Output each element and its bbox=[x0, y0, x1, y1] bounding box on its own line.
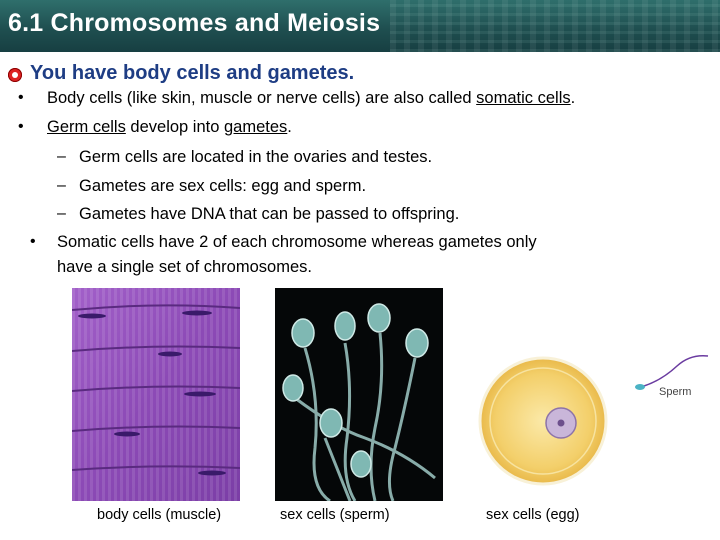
sperm-caption: sex cells (sperm) bbox=[280, 507, 390, 523]
egg-cell-image bbox=[478, 355, 608, 487]
muscle-caption: body cells (muscle) bbox=[97, 507, 222, 523]
sperm-label: Sperm bbox=[659, 386, 692, 398]
egg-caption: sex cells (egg) bbox=[486, 507, 580, 523]
bullet-somatic-chromosomes-line2: have a single set of chromosomes. bbox=[57, 258, 312, 276]
bullet-punct: . bbox=[570, 89, 576, 107]
term-somatic-cells: somatic cells bbox=[476, 89, 571, 107]
bullet-somatic-chromosomes-line1: Somatic cells have 2 of each chromosome whereas gametes only bbox=[57, 233, 537, 251]
bullet-circle-icon bbox=[8, 68, 22, 82]
bullet-germ bbox=[47, 118, 292, 137]
bullet-dot: • bbox=[18, 118, 24, 135]
dash-item-3: Gametes have DNA that can be passed to offspring. bbox=[79, 205, 460, 223]
dash-item-2: Gametes are sex cells: egg and sperm. bbox=[79, 177, 367, 195]
term-gametes: gametes bbox=[224, 118, 288, 136]
dash-mark: – bbox=[57, 177, 66, 194]
bullet-dot: • bbox=[18, 89, 24, 106]
bullet-somatic bbox=[47, 89, 575, 108]
bullet-punct: . bbox=[287, 118, 292, 136]
term-germ-cells: Germ cells bbox=[47, 118, 126, 136]
slide-title: 6.1 Chromosomes and Meiosis bbox=[8, 9, 381, 37]
muscle-cells-image bbox=[72, 288, 240, 501]
bullet-text: develop into bbox=[125, 118, 224, 136]
sperm-cells-image bbox=[275, 288, 443, 501]
bullet-text: Body cells (like skin, muscle or nerve cells) are also called bbox=[47, 89, 477, 107]
dash-item-1: Germ cells are located in the ovaries and testes. bbox=[79, 148, 433, 166]
dash-mark: – bbox=[57, 148, 66, 165]
bullet-dot: • bbox=[30, 233, 36, 250]
dash-mark: – bbox=[57, 205, 66, 222]
heading-text: You have body cells and gametes. bbox=[30, 62, 355, 84]
title-bar bbox=[0, 0, 720, 52]
dna-background-texture bbox=[390, 0, 720, 52]
slide-heading bbox=[8, 62, 354, 85]
